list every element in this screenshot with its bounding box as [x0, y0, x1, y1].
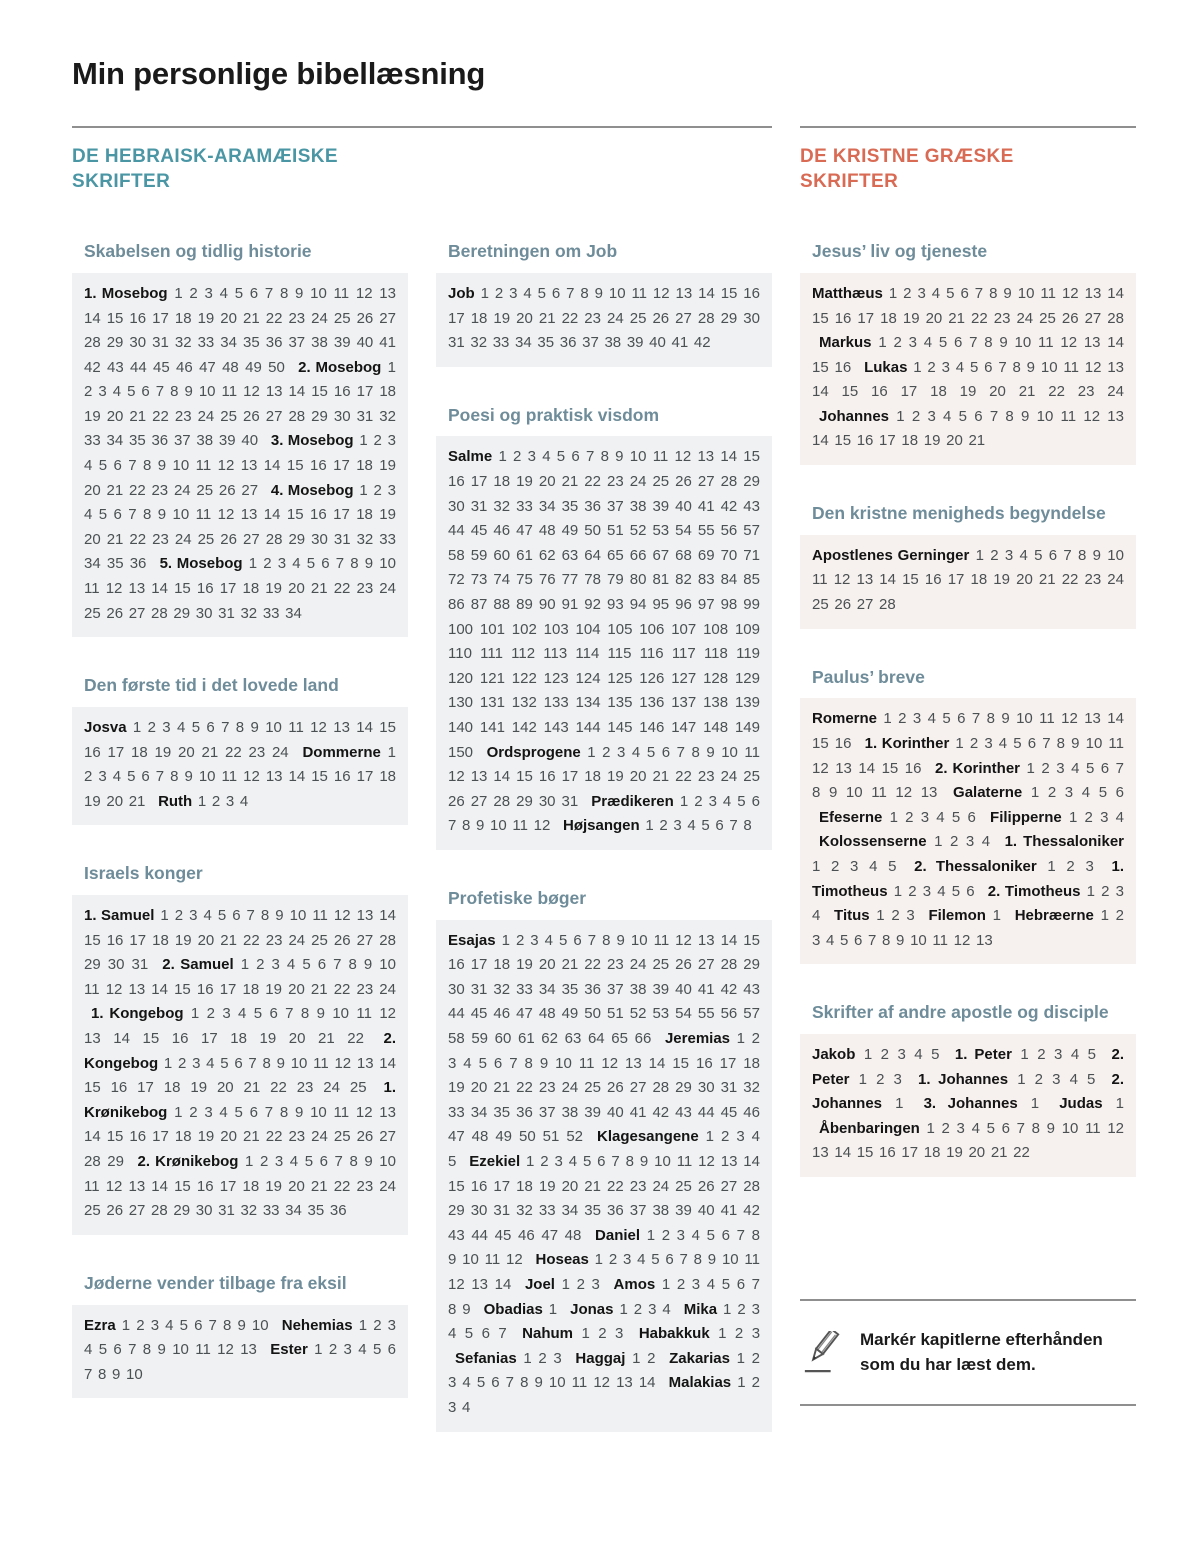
- book-entry: [568, 1350, 655, 1367]
- book-entry: [911, 1071, 1095, 1088]
- book-name: Josva: [84, 718, 127, 736]
- chapter-numbers: 1 2 3 4 5 6 7 8 9 10 11 12 13 14 15 16 17 18 19 20 21 22 23 24 25 26 27 28 29 30 31 32 33 34 35 36 37 38 39 40 41 42 43 44 45 46 47 48 49 50 51 52 53 54 55 56 57 58 59 60 61 62 63 64 65 66: [448, 931, 760, 1048]
- section-israels-kings: [72, 862, 408, 1234]
- chapter-numbers: 1 2 3 4 5 6 7 8 9 10 11 12 13 14 15 16 17 18 19 20 21 22 23 24 25 26 27 28 29 30 31 32 33 34 35 36 37 38 39 40 41 42: [448, 284, 760, 352]
- book-entry: [948, 1046, 1096, 1063]
- chapter-numbers: 1 2 3 4 5: [1011, 1046, 1097, 1064]
- chapter-numbers: 1 2 3 4 5 6 7 8 9 10 11 12 13 14 15 16 17 18 19 20 21 22 23 24 25 26 27 28 29 30 31 32 33 34 35 36: [84, 481, 397, 573]
- book-entry: [812, 809, 976, 826]
- chapter-grid: [72, 707, 408, 825]
- column-hebrew-left: [72, 194, 408, 1431]
- book-name: Esajas: [448, 931, 496, 949]
- book-entry: [477, 1301, 558, 1318]
- book-name: Ordsprogene: [486, 743, 581, 761]
- book-name: Obadias: [483, 1300, 543, 1318]
- book-name: Galaterne: [953, 784, 1023, 802]
- chapter-numbers: 1 2 3 4 5 6 7 8 9 10 11 12 13: [812, 907, 1124, 949]
- book-name: Ester: [270, 1341, 308, 1359]
- book-name: Klagesangene: [596, 1128, 699, 1146]
- book-entry: [812, 833, 990, 850]
- chapter-numbers: 1 2 3 4 5 6 7 8 9 10 11 12 13 14 15 16 17 18 19 20 21 22 23 24: [812, 358, 1124, 401]
- book-name: 3. Mosebog: [270, 432, 354, 450]
- chapter-numbers: 1 2 3 4 5 6 7 8 9 10 11 12: [448, 1226, 760, 1269]
- section-other-apostles: [800, 1001, 1136, 1177]
- chapter-numbers: 1 2 3 4 5 6 7 8 9 10 11 12 13 14 15 16 17 18 19 20 21 22 23 24 25 26 27 28 29 30 31 32 33 34 35 36 37 38 39 40 41 42 43 44 45 46 47 48 49 50 51 52 53 54 55 56 57 58 59 60 61 62 63 64 65 66 67 68 69 70 71 72 73 74 75 76 77 78 79 80 81 82 83 84 85 86 87 88 89 90 91 92 93 94 95 96 97 98 99 100 101 102 103 104 105 106 107 108 109 110 111 112 113 114 115 116 117 118 119 120 121 122 123 124 125 126 127 128 129 130 131 132 133 134 135 136 137 138 139 140 141 142 143 144 145 146 147 148 149 150: [448, 448, 760, 761]
- book-name: Mika: [683, 1300, 718, 1318]
- section-title: Poesi og praktisk visdom: [448, 404, 660, 425]
- book-name: Sefanias: [455, 1349, 517, 1367]
- pencil-icon: [802, 1331, 844, 1375]
- book-name: Jakob: [812, 1046, 856, 1064]
- book-entry: [563, 1301, 671, 1318]
- chapter-grid: [72, 273, 408, 637]
- chapter-numbers: 1 2 3 4 5 6 7 8 9: [448, 1276, 761, 1318]
- book-name: Daniel: [595, 1226, 641, 1244]
- section-jesus-life-ministry: [800, 240, 1136, 465]
- section-title: Profetiske bøger: [448, 887, 587, 908]
- book-name: Malakias: [668, 1374, 732, 1392]
- book-entry: [556, 817, 752, 834]
- book-name: 2. Samuel: [162, 956, 234, 974]
- chapter-grid: [800, 1034, 1136, 1177]
- book-name: Matthæus: [812, 284, 883, 302]
- book-entry: [812, 408, 1124, 450]
- book-name: Lukas: [864, 358, 908, 376]
- chapter-numbers: 1 2 3: [573, 1325, 624, 1343]
- book-name: 1. Samuel: [84, 907, 155, 925]
- chapter-numbers: 1 2 3 4 5 6 7 8 9 10 11 12 13 14: [448, 1349, 760, 1392]
- chapter-numbers: 1 2 3 4: [926, 833, 991, 851]
- note-text: Markér kapitlerne efterhånden som du har læst dem.: [860, 1330, 1103, 1374]
- book-name: 1. Krønikebog: [84, 1079, 396, 1121]
- book-name: Amos: [613, 1276, 656, 1293]
- book-name: 2. Kongebog: [84, 1030, 397, 1072]
- section-poetry-wisdom: [436, 404, 772, 850]
- greek-scriptures-header: DE KRISTNE GRÆSKE SKRIFTER: [800, 146, 1014, 193]
- chapter-numbers: 1 2 3 4: [1061, 808, 1124, 826]
- section-title: Skrifter af andre apostle og disciple: [812, 1002, 1109, 1023]
- book-name: 2. Mosebog: [298, 358, 382, 376]
- book-name: Zakarias: [669, 1349, 730, 1367]
- book-name: 2. Timotheus: [987, 882, 1081, 900]
- book-name: Prædikeren: [591, 792, 674, 810]
- book-entry: [946, 784, 1124, 801]
- book-entry: [917, 1095, 1040, 1112]
- section-title: Beretningen om Job: [448, 241, 618, 262]
- book-name: Romerne: [812, 710, 878, 728]
- book-entry: [448, 448, 760, 760]
- chapter-numbers: 1: [985, 907, 1001, 925]
- section-story-of-job: [436, 240, 772, 367]
- section-title: Skabelsen og tidlig historie: [84, 241, 312, 262]
- book-name: Åbenbaringen: [819, 1119, 920, 1137]
- chapter-grid: [72, 895, 408, 1235]
- chapter-numbers: 1 2 3: [869, 907, 915, 925]
- chapter-numbers: 1 2 3 4 5 6 7 8 9 10 11 12 13 14 15 16: [812, 734, 1124, 777]
- chapter-numbers: 1 2 3 4 5: [812, 857, 897, 875]
- top-divider-right: [800, 126, 1136, 128]
- chapter-numbers: 1 2 3 4 5 6 7 8 9 10 11 12 13 14 15 16 17 18 19 20 21 22 23 24: [84, 718, 396, 761]
- book-name: Højsangen: [562, 817, 640, 835]
- chapter-numbers: 1 2 3 4 5 6 7 8: [639, 817, 752, 835]
- section-title: Israels konger: [84, 863, 203, 884]
- chapter-grid: [800, 535, 1136, 629]
- chapter-grid: [436, 436, 772, 850]
- chapter-numbers: 1 2 3 4 5 6: [882, 808, 976, 826]
- instruction-note: [800, 1299, 1136, 1406]
- chapter-numbers: 1 2 3 4 5: [855, 1046, 940, 1064]
- top-divider-left: [72, 126, 772, 128]
- book-name: Jeremias: [664, 1030, 731, 1048]
- book-name: 2. Krønikebog: [137, 1153, 239, 1171]
- book-name: Apostlenes Gerninger: [812, 546, 970, 564]
- chapter-numbers: 1: [882, 1095, 904, 1113]
- chapter-numbers: 1 2 3 4 5 6 7 8 9 10 11 12 13 14 15 16 17 18 19 20 21 22 23 24 25 26 27 28 29 30 31 32 33 34 35 36 37 38 39 40: [84, 358, 396, 450]
- section-return-from-exile: [72, 1272, 408, 1399]
- book-name: 2. Korinther: [934, 759, 1021, 777]
- chapter-numbers: 1 2: [625, 1349, 656, 1367]
- book-name: Titus: [834, 907, 870, 925]
- book-name: Habakkuk: [638, 1325, 710, 1343]
- book-name: 1. Thessaloniker: [1004, 833, 1124, 851]
- book-name: 1. Peter: [954, 1046, 1012, 1064]
- chapter-numbers: 1 2 3 4 5: [1008, 1070, 1096, 1088]
- chapter-numbers: 1 2 3 4 5 6 7 8 9 10 11 12 13 14: [448, 1251, 760, 1293]
- book-entry: [515, 1325, 623, 1342]
- chapter-grid: [72, 1305, 408, 1399]
- book-name: 1. Timotheus: [812, 857, 1124, 900]
- book-entry: [812, 285, 1124, 327]
- book-entry: [812, 359, 1124, 401]
- book-entry: [448, 1350, 562, 1367]
- chapter-numbers: 1 2 3 4 5 6 7 8 9 10 11 12 13: [812, 759, 1124, 802]
- chapter-numbers: 1 2 3 4 5 6 7: [448, 1300, 761, 1343]
- book-name: Hebræerne: [1014, 907, 1094, 925]
- section-christian-congregation: [800, 502, 1136, 629]
- book-name: 3. Johannes: [923, 1095, 1018, 1113]
- book-name: Job: [448, 284, 475, 302]
- chapter-numbers: 1 2 3 4 5 6 7 8 9 10 11 12 13 14 15 16 17 18 19 20 21 22: [84, 1005, 396, 1048]
- book-name: Markus: [819, 334, 872, 352]
- section-pauls-letters: [800, 666, 1136, 965]
- book-name: Nehemias: [281, 1316, 353, 1334]
- book-name: Kolossenserne: [819, 833, 927, 851]
- section-promised-land: [72, 674, 408, 825]
- book-entry: [812, 547, 1124, 613]
- chapter-numbers: 1 2 3 4 5 6 7 8 9 10 11 12 13 14 15 16 17 18 19 20 21 22 23 24 25 26 27 28 29 30 31 32 33 34: [84, 555, 396, 622]
- book-entry: [827, 907, 915, 924]
- book-name: Efeserne: [819, 808, 883, 826]
- chapter-numbers: 1 2 3 4 5 6 7 8 9 10 11 12 13 14 15 16: [812, 710, 1124, 752]
- chapter-numbers: 1 2 3 4 5 6 7 8 9 10 11 12 13 14 15 16 17 18 19 20 21: [84, 743, 396, 810]
- chapter-numbers: 1 2 3 4 5 6 7 8 9 10 11 12 13 14 15 16 17 18 19 20 21 22 23 24 25: [84, 1054, 396, 1097]
- chapter-numbers: 1 2 3 4: [613, 1300, 671, 1318]
- book-entry: [84, 1153, 396, 1219]
- column-greek: [800, 194, 1136, 1431]
- chapter-numbers: 1: [1017, 1095, 1040, 1113]
- page-title: Min personlige bibellæsning: [72, 56, 486, 91]
- chapter-numbers: 1 2 3 4 5 6 7 8 9 10 11 12: [448, 792, 761, 835]
- chapter-numbers: 1 2 3 4 5: [448, 1128, 760, 1171]
- chapter-numbers: 1 2 3: [849, 1070, 902, 1088]
- book-entry: [907, 858, 1094, 875]
- chapter-numbers: 1 2 3 4 5 6 7 8 9 10 11 12 13 14 15 16 17 18 19 20 21 22 23 24 25 26 27: [84, 432, 397, 499]
- book-name: 4. Mosebog: [270, 481, 354, 499]
- chapter-numbers: 1 2 3 4 5 6 7 8 9 10 11 12 13 14 15 16: [812, 334, 1124, 376]
- book-name: Filemon: [928, 907, 986, 925]
- chapter-numbers: 1 2 3 4 5 6 7 8 9 10 11 12 13 14 15 16 17 18 19 20 21 22 23 24 25 26 27 28 29 30 31 32 33 34 35 36 37 38 39 40 41 42 43 44 45 46 47 48 49 50 51 52: [448, 1030, 760, 1146]
- section-title: Jesus’ liv og tjeneste: [812, 241, 988, 262]
- book-name: 5. Mosebog: [159, 555, 243, 573]
- chapter-numbers: 1 2 3 4 5 6 7 8 9 10: [84, 1341, 396, 1383]
- chapter-grid: [436, 273, 772, 367]
- chapter-numbers: 1 2 3 4 5 6 7 8 9 10 11 12 13 14 15 16 17 18 19 20 21 22 23 24 25 26 27 28 29: [84, 1103, 396, 1171]
- book-name: 2. Thessaloniker: [914, 857, 1037, 875]
- chapter-numbers: 1 2 3 4 5 6 7 8 9 10: [115, 1316, 269, 1334]
- book-name: 2. Peter: [812, 1046, 1125, 1088]
- book-name: Nahum: [522, 1325, 573, 1343]
- chapter-numbers: 1 2 3: [554, 1276, 600, 1293]
- chapter-numbers: 1 2 3 4 5 6 7 8 9 10 11 12 13 14 15 16 17 18 19 20 21 22 23 24 25 26 27 28: [812, 284, 1124, 327]
- book-name: 1. Korinther: [864, 734, 950, 752]
- book-entry: [151, 793, 248, 810]
- book-entry: [84, 1317, 269, 1334]
- book-name: Filipperne: [990, 808, 1062, 826]
- book-name: 1. Mosebog: [84, 284, 168, 302]
- book-entry: [84, 1005, 396, 1047]
- chapter-numbers: 1 2 3 4 5 6: [887, 882, 975, 900]
- section-prophetic-books: [436, 887, 772, 1432]
- section-title: Paulus’ breve: [812, 666, 925, 687]
- book-name: Ezekiel: [469, 1153, 521, 1171]
- book-entry: [632, 1325, 760, 1342]
- book-entry: [812, 1120, 1124, 1162]
- book-name: Ezra: [84, 1316, 116, 1334]
- chapter-numbers: 1 2 3 4: [192, 792, 249, 810]
- chapter-numbers: 1 2 3 4 5 6: [1022, 784, 1124, 802]
- book-entry: [983, 809, 1124, 826]
- book-name: Jonas: [570, 1300, 614, 1318]
- chapter-grid: [800, 698, 1136, 964]
- book-name: Salme: [448, 448, 493, 466]
- chapter-numbers: 1 2 3 4 5 6 7 8 9 10 11 12 13 14 15 16 17 18 19 20 21: [812, 407, 1124, 450]
- chapter-numbers: 1 2 3: [709, 1325, 761, 1343]
- book-name: Johannes: [819, 407, 890, 425]
- chapter-numbers: 1 2 3 4 5 6 7 8 9 10 11 12 13: [84, 1316, 397, 1359]
- chapter-numbers: 1 2 3: [516, 1349, 562, 1367]
- column-hebrew-middle: [436, 194, 772, 1431]
- chapter-grid: [800, 273, 1136, 465]
- chapter-numbers: 1 2 3 4 5 6 7 8 9 10 11 12 13 14 15 16 17 18 19 20 21 22 23 24 25 26 27 28 29 30 31 32 33 34 35 36 37 38 39 40 41 42 43 44 45 46 47 48 49 50: [84, 284, 396, 376]
- chapter-numbers: 1 2 3 4 5 6 7 8 9 10 11 12 13 14 15 16 17 18 19 20 21 22 23 24: [84, 956, 396, 998]
- chapter-numbers: 1 2 3: [1036, 857, 1094, 875]
- chapter-numbers: 1 2 3 4 5 6 7 8 9 10 11 12 13 14 15 16 17 18 19 20 21 22 23 24 25 26 27 28: [812, 546, 1124, 613]
- hebrew-scriptures-header: DE HEBRAISK-ARAMÆISKE SKRIFTER: [72, 146, 338, 193]
- section-title: Den kristne menigheds begyndelse: [812, 503, 1106, 524]
- book-entry: [448, 285, 760, 351]
- book-name: Ruth: [158, 792, 193, 810]
- chapter-numbers: 1 2 3 4 5 6 7 8 9 10 11 12 13 14 15 16 17 18 19 20 21 22: [812, 1119, 1124, 1162]
- book-name: Hoseas: [535, 1251, 589, 1269]
- book-name: 1. Johannes: [917, 1070, 1009, 1088]
- chapter-numbers: 1 2 3 4: [448, 1374, 760, 1416]
- book-entry: [921, 907, 1001, 924]
- section-title: Den første tid i det lovede land: [84, 675, 339, 696]
- section-title: Jøderne vender tilbage fra eksil: [84, 1272, 347, 1293]
- book-name: Dommerne: [302, 743, 381, 761]
- book-entry: [518, 1276, 600, 1293]
- section-creation-early-history: [72, 240, 408, 637]
- book-name: Haggaj: [575, 1349, 626, 1367]
- book-entry: [1052, 1095, 1124, 1112]
- content-grid: [72, 126, 1136, 1432]
- chapter-numbers: 1: [542, 1300, 558, 1318]
- chapter-numbers: 1: [1102, 1095, 1125, 1113]
- chapter-numbers: 1 2 3 4 5 6 7 8 9 10 11 12 13 14 15 16 17 18 19 20 21 22 23 24 25 26 27 28 29 30 31: [448, 743, 760, 810]
- chapter-numbers: 1 2 3 4 5 6 7 8 9 10 11 12 13 14 15 16 17 18 19 20 21 22 23 24 25 26 27 28 29 30 31 32 33 34 35 36: [84, 1153, 396, 1220]
- book-name: Joel: [524, 1276, 555, 1293]
- chapter-grid: [436, 920, 772, 1432]
- chapter-numbers: 1 2 3 4: [812, 882, 1125, 925]
- book-name: Judas: [1059, 1095, 1103, 1113]
- book-name: 1. Kongebog: [91, 1005, 184, 1023]
- chapter-numbers: 1 2 3 4 5 6 7 8 9 10 11 12 13 14 15 16 17 18 19 20 21 22 23 24 25 26 27 28 29 30 31 32 33 34 35 36 37 38 39 40 41 42 43 44 45 46 47 48: [448, 1153, 760, 1244]
- chapter-numbers: 1 2 3 4 5 6 7 8 9 10 11 12 13 14 15 16 17 18 19 20 21 22 23 24 25 26 27 28 29 30 31: [84, 907, 396, 974]
- book-name: 2. Johannes: [812, 1070, 1124, 1113]
- book-entry: [812, 1046, 939, 1063]
